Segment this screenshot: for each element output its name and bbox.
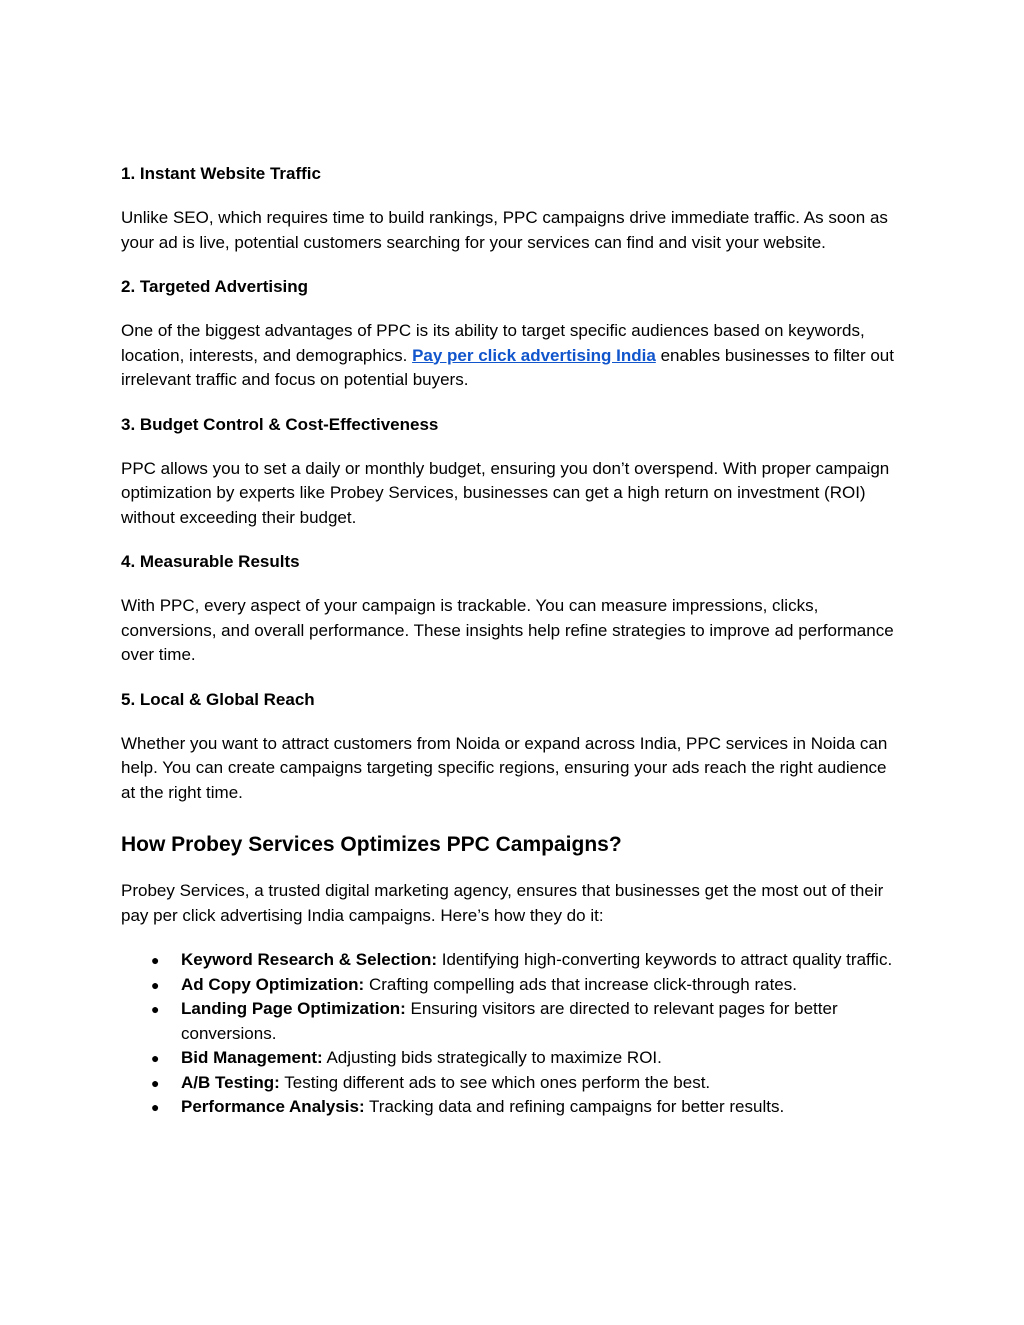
list-item-label: Keyword Research & Selection: — [181, 950, 438, 969]
section-body-targeted-advertising — [121, 319, 904, 393]
bullet-icon: ● — [151, 976, 160, 993]
section-heading-budget-control: 3. Budget Control & Cost-Effectiveness — [121, 414, 439, 434]
section-body-instant-traffic: Unlike SEO, which requires time to build rankings, PPC campaigns drive immediate traffic. As soon as your ad is live, potential customers searching for your services can find and visit your website. — [121, 208, 888, 252]
list-item-label: Ad Copy Optimization: — [181, 974, 365, 994]
list-item-label: Performance Analysis: — [181, 1097, 365, 1116]
list-item-label: Bid Management: — [181, 1048, 323, 1067]
section-body-budget-control: PPC allows you to set a daily or monthly budget, ensuring you don’t overspend. With proper campaign optimization by experts like Probey Services, businesses can get a high return on investment (ROI) without exceeding their budget. — [121, 458, 890, 527]
optimize-section-title: How Probey Services Optimizes PPC Campaigns? — [121, 833, 622, 856]
list-item-text: Identifying high-converting keywords to attract quality traffic. — [437, 950, 893, 969]
list-item — [151, 997, 904, 1046]
section-body-measurable-results: With PPC, every aspect of your campaign is trackable. You can measure impressions, clicks, conversions, and overall performance. These insights help refine strategies to improve ad performance over time. — [121, 596, 894, 664]
body-text-before-link: One of the biggest advantages of PPC is its ability to target specific audiences based on keywords, location, interests, and demographics. — [121, 321, 865, 365]
list-item — [151, 1046, 904, 1071]
list-item-text: Crafting compelling ads that increase click-through rates. — [364, 974, 797, 994]
bullet-icon: ● — [151, 1074, 160, 1091]
list-item — [151, 1071, 904, 1096]
bullet-icon: ● — [151, 1050, 160, 1066]
ppc-india-link[interactable]: Pay per click advertising India — [412, 345, 656, 365]
bullet-icon: ● — [151, 952, 160, 968]
section-heading-local-global-reach: 5. Local & Global Reach — [121, 689, 315, 709]
optimize-intro: Probey Services, a trusted digital marketing agency, ensures that businesses get the most out of their pay per click advertising India campaigns. Here’s how they do it: — [121, 881, 884, 925]
list-item — [151, 948, 904, 973]
section-body-local-global-reach: Whether you want to attract customers from Noida or expand across India, PPC services in Noida can help. You can create campaigns targeting specific regions, ensuring your ads reach the right audience at the right time. — [121, 733, 888, 802]
section-heading-instant-traffic: 1. Instant Website Traffic — [121, 164, 321, 183]
body-text-after-link: enables businesses to filter out irrelevant traffic and focus on potential buyers. — [121, 345, 894, 389]
list-item-text: Ensuring visitors are directed to relevant pages for better conversions. — [181, 999, 838, 1043]
list-item-text: Tracking data and refining campaigns for better results. — [364, 1097, 785, 1116]
list-item-label: Landing Page Optimization: — [181, 999, 406, 1018]
optimization-list — [121, 948, 904, 1120]
list-item — [151, 1095, 904, 1120]
bullet-icon: ● — [151, 1001, 160, 1017]
list-item-text: Adjusting bids strategically to maximize ROI. — [322, 1048, 662, 1067]
list-item — [151, 973, 904, 998]
section-heading-measurable-results: 4. Measurable Results — [121, 552, 300, 571]
list-item-label: A/B Testing: — [181, 1072, 280, 1092]
list-item-text: Testing different ads to see which ones perform the best. — [279, 1072, 711, 1092]
section-heading-targeted-advertising: 2. Targeted Advertising — [121, 277, 309, 296]
bullet-icon: ● — [151, 1099, 160, 1115]
